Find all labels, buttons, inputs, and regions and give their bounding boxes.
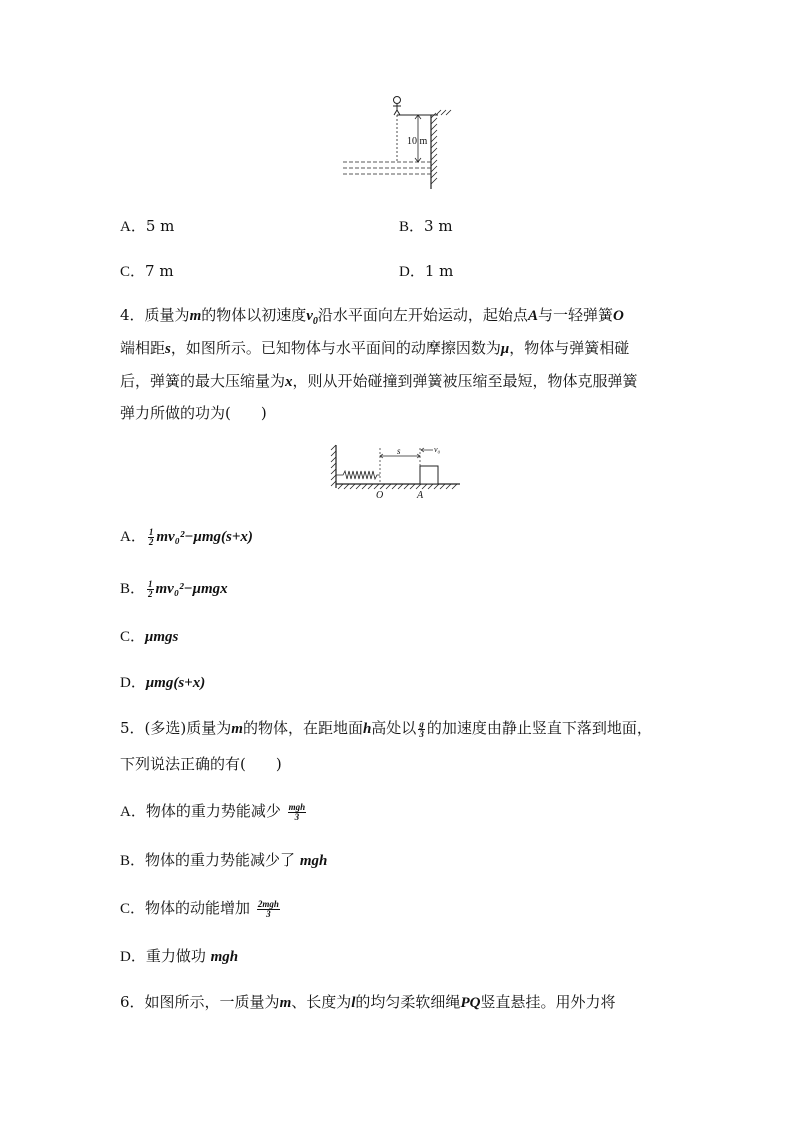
option-letter: A．: [120, 804, 146, 820]
half-fraction: $\frac{1}{2}$: [148, 526, 154, 547]
q4-option-d[interactable]: [120, 672, 205, 693]
option-text: 物体的重力势能减少: [145, 802, 281, 820]
q5-line-1: 5．(多选)质量为m的物体，在距地面h高处以 $\frac{g}{3}$ 的加速度由静止竖直下落到地面，: [120, 718, 652, 739]
option-text: 1 m: [424, 262, 454, 280]
q4-option-a[interactable]: [120, 526, 253, 547]
spring-block-figure: [330, 440, 465, 502]
option-math: mgh: [299, 853, 328, 869]
option-letter: C．: [120, 901, 146, 917]
mgh-over-3-fraction: $\frac{\text{mgh}}{3}$: [288, 801, 306, 822]
option-letter: B．: [399, 219, 425, 235]
option-text: mv₀²−μmgx: [155, 581, 228, 597]
q3-option-c[interactable]: [120, 261, 174, 282]
q4-line-2: 端相距s，如图所示。已知物体与水平面间的动摩擦因数为μ，物体与弹簧相碰: [120, 339, 630, 357]
q5-option-a[interactable]: [120, 801, 308, 822]
option-letter: A．: [120, 219, 146, 235]
v0-label: v₀: [434, 445, 441, 454]
q4-line-4: 弹力所做的功为( ): [120, 404, 267, 422]
option-letter: A．: [120, 529, 146, 545]
q5-option-d[interactable]: [120, 946, 238, 967]
o-label: O: [376, 490, 384, 501]
q3-option-b[interactable]: [399, 216, 453, 237]
g-over-3-fraction: $\frac{g}{3}$: [419, 718, 424, 739]
q3-option-d[interactable]: [399, 261, 453, 282]
option-text: mv₀²−μmg(s+x): [156, 529, 253, 545]
option-text: μmgs: [145, 629, 179, 645]
q4-option-b[interactable]: [120, 578, 228, 599]
option-text: 物体的重力势能减少了: [145, 851, 296, 869]
option-text: 3 m: [424, 217, 453, 235]
question-number: 5．: [120, 719, 145, 737]
q4-option-c[interactable]: [120, 626, 178, 647]
half-fraction: $\frac{1}{2}$: [148, 578, 153, 599]
option-letter: C．: [120, 264, 146, 280]
cliff-water-figure: [340, 94, 460, 194]
option-text: 重力做功: [145, 947, 206, 965]
option-letter: C．: [120, 629, 146, 645]
2mgh-over-3-fraction: $\frac{\text{2mgh}}{3}$: [257, 898, 279, 919]
question-number: 4．: [120, 306, 145, 324]
q6-line-1: 6．如图所示，一质量为m、长度为l的均匀柔软细绳PQ竖直悬挂。用外力将: [120, 993, 616, 1011]
option-letter: D．: [120, 949, 146, 965]
s-label: s: [397, 446, 401, 456]
option-letter: B．: [120, 581, 146, 597]
q5-option-c[interactable]: [120, 898, 282, 919]
option-letter: D．: [120, 675, 146, 691]
q5-line-2: 下列说法正确的有( ): [120, 755, 282, 773]
option-letter: D．: [399, 264, 425, 280]
option-text: μmg(s+x): [145, 675, 206, 691]
option-text: 5 m: [145, 217, 175, 235]
height-label: 10 m: [407, 136, 428, 147]
q5-option-b[interactable]: [120, 850, 327, 871]
option-text: 7 m: [145, 262, 174, 280]
option-math: mgh: [210, 949, 239, 965]
option-text: 物体的动能增加: [145, 899, 251, 917]
a-label: A: [417, 490, 424, 501]
question-number: 6．: [120, 993, 145, 1011]
q4-line-1: 4．质量为m的物体以初速度$v_0$沿水平面向左开始运动，起始点A与一轻弹簧O: [120, 306, 624, 327]
q4-line-3: 后，弹簧的最大压缩量为x，则从开始碰撞到弹簧被压缩至最短，物体克服弹簧: [120, 372, 638, 390]
option-letter: B．: [120, 853, 146, 869]
q3-option-a[interactable]: [120, 216, 174, 237]
